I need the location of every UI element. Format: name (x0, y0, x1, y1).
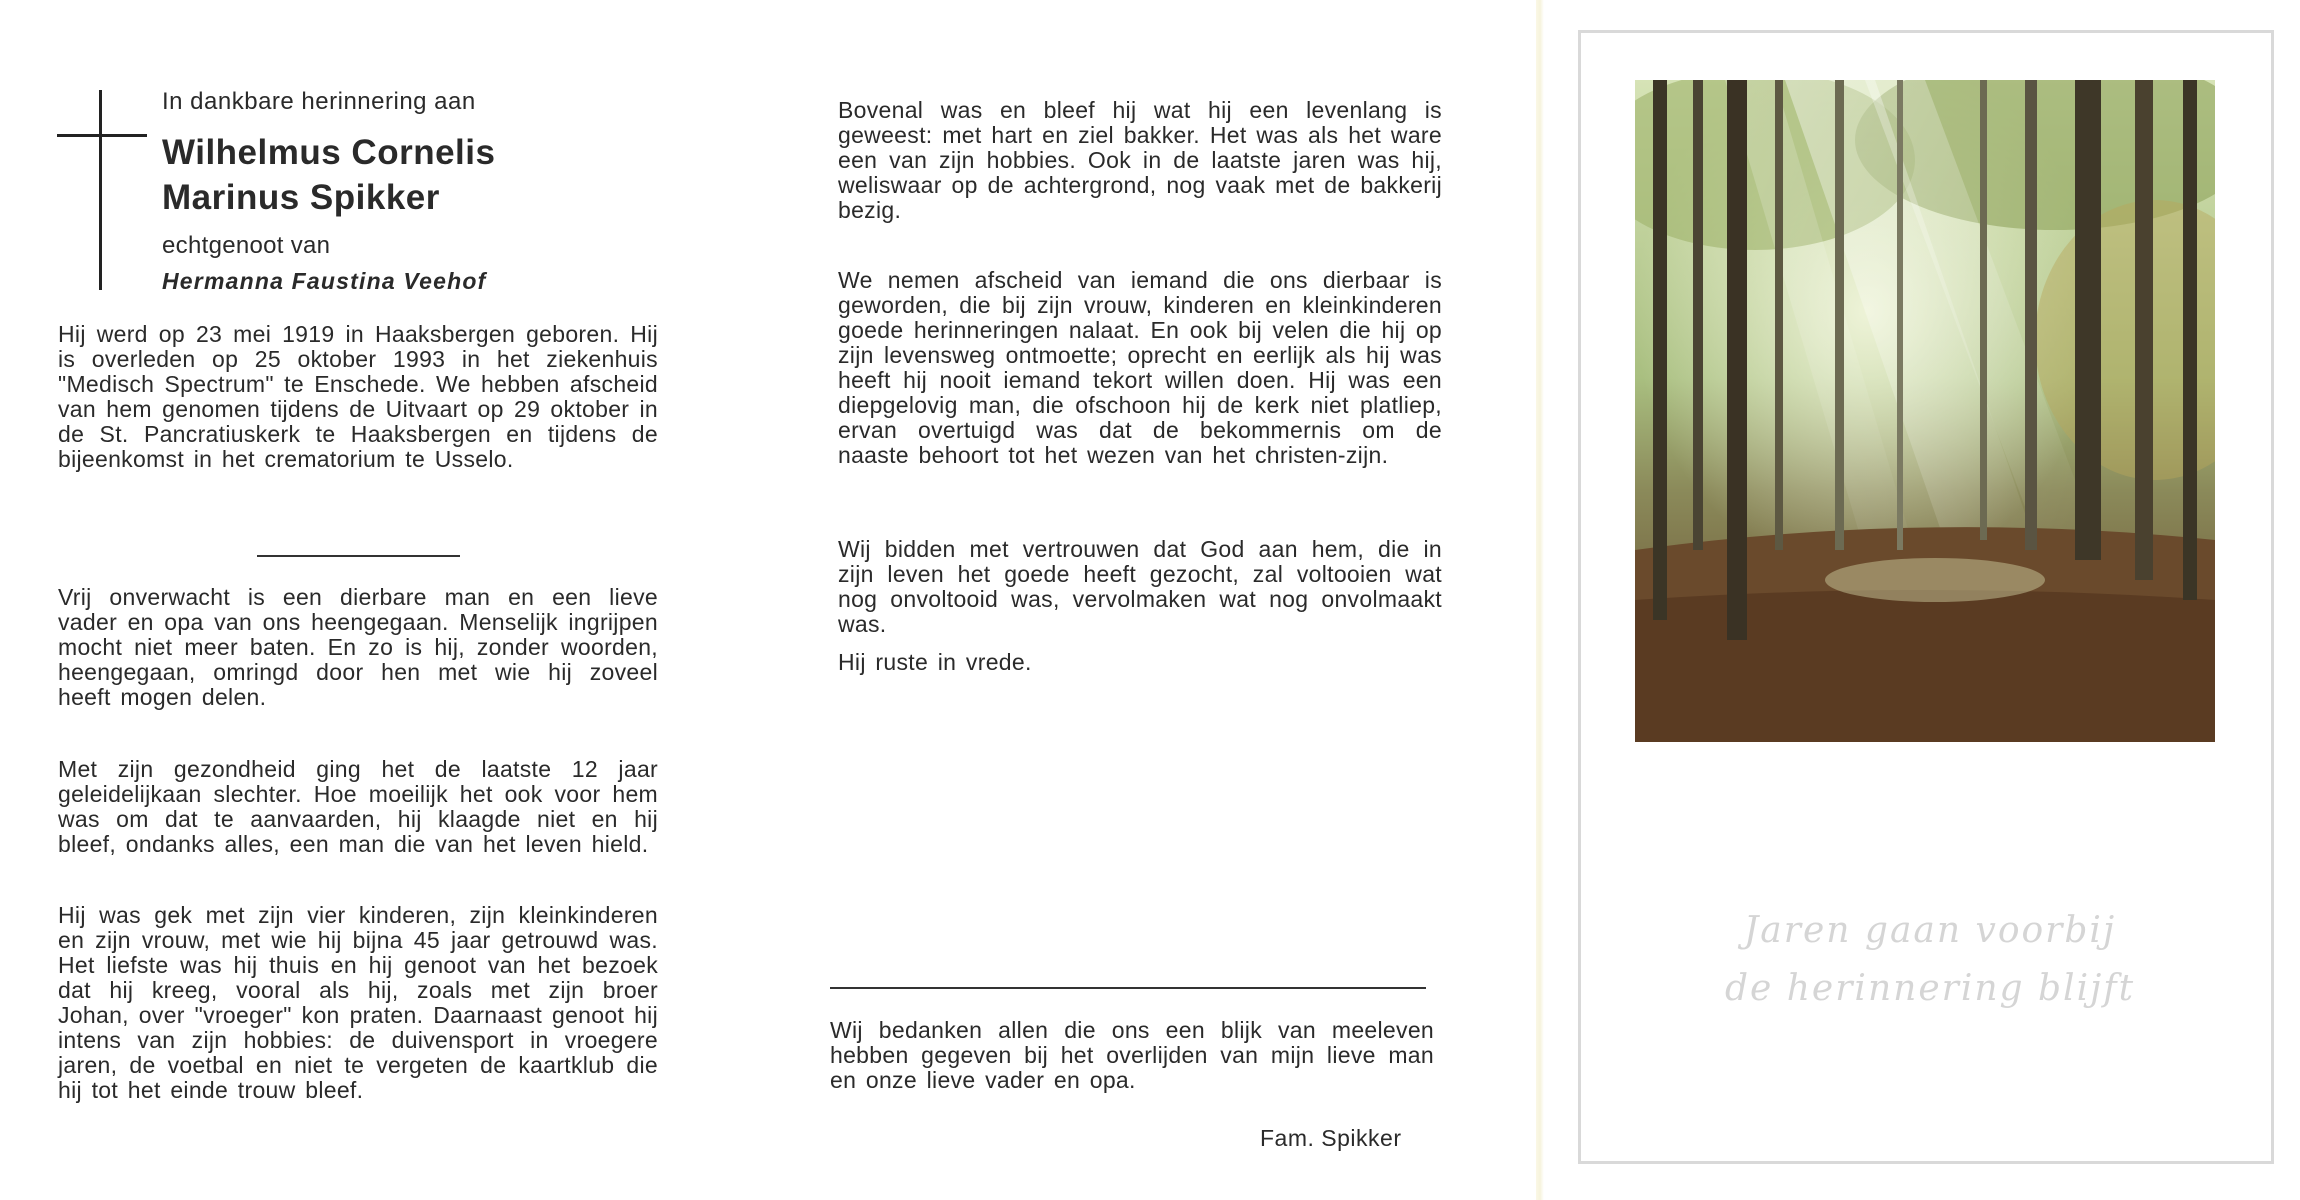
forest-photo (1635, 80, 2215, 742)
paragraph-family-hobbies: Hij was gek met zijn vier kinderen, zijn kleinkinderen en zijn vrouw, met wie hij bijna 45 jaar getrouwd was. Het liefste was hij thuis en hij genoot van het bezoek dat hij kreeg, vooral als hij, zoals met zijn broer Johan, over "vroeger" kon praten. Daarnaast genoot hij intens van zijn hobbies: de duivensport in vroegere jaren, de voetbal en niet te vergeten de kaartklub die hij tot het einde trouw bleef. (58, 902, 658, 1103)
spouse-name: Hermanna Faustina Veehof (162, 268, 487, 294)
deceased-name-line1: Wilhelmus Cornelis (162, 133, 496, 172)
forest-illustration (1635, 80, 2215, 742)
spouse-label: echtgenoot van (162, 232, 331, 259)
thanks-text: Wij bedanken allen die ons een blijk van meeleven hebben gegeven bij het overlijden van mijn lieve man en onze lieve vader en opa. (830, 1017, 1434, 1093)
paragraph-rest-in-peace: Hij ruste in vrede. (838, 649, 1032, 675)
paragraph-sudden-passing: Vrij onverwacht is een dierbare man en een lieve vader en opa van ons heengegaan. Menselijk ingrijpen mocht niet meer baten. En zo is hij, zonder woorden, heengegaan, omringd door hen met wie hij zoveel heeft mogen delen. (58, 584, 658, 710)
cross-icon-vertical (99, 90, 102, 290)
divider-short (257, 555, 460, 557)
motto-line2: de herinnering blijft (1724, 968, 2136, 1009)
paragraph-health: Met zijn gezondheid ging het de laatste 12 jaar geleidelijkaan slechter. Hoe moeilijk het ook voor hem was om dat te aanvaarden, hij klaagde niet en hij bleef, ondanks alles, een man die van het leven hield. (58, 756, 658, 857)
card-fold (1536, 0, 1544, 1200)
intro-text: In dankbare herinnering aan (162, 88, 476, 115)
family-signature: Fam. Spikker (1260, 1125, 1402, 1151)
paragraph-farewell: We nemen afscheid van iemand die ons dierbaar is geworden, die bij zijn vrouw, kinderen en kleinkinderen goede herinneringen nalaat. En ook bij velen die hij op zijn levensweg ontmoette; oprecht en eerlijk als hij was heeft hij nooit iemand tekort willen doen. Hij was een diepgelovig man, die ofschoon hij de kerk niet platliep, ervan overtuigd was dat de bekommernis om de naaste behoort tot het wezen van het christen-zijn. (838, 267, 1442, 468)
paragraph-baker: Bovenal was en bleef hij wat hij een levenlang is geweest: met hart en ziel bakker. Het was als het ware een van zijn hobbies. Ook in de laatste jaren was hij, weliswaar op de achtergrond, nog vaak met de bakkerij bezig. (838, 97, 1442, 223)
biography-paragraph: Hij werd op 23 mei 1919 in Haaksbergen geboren. Hij is overleden op 25 oktober 1993 in het ziekenhuis "Medisch Spectrum" te Enschede. We hebben afscheid van hem genomen tijdens de Uitvaart op 29 oktober in de St. Pancratiuskerk te Haaksbergen en tijdens de bijeenkomst in het crematorium te Usselo. (58, 321, 658, 472)
cross-icon-horizontal (57, 134, 147, 137)
deceased-name-line2: Marinus Spikker (162, 178, 440, 217)
motto-line1: Jaren gaan voorbij (1743, 910, 2117, 951)
divider-long (830, 987, 1426, 989)
paragraph-prayer: Wij bidden met vertrouwen dat God aan hem, die in zijn leven het goede heeft gezocht, zal voltooien wat nog onvoltooid was, vervolmaken wat nog onvolmaakt was. (838, 536, 1442, 637)
